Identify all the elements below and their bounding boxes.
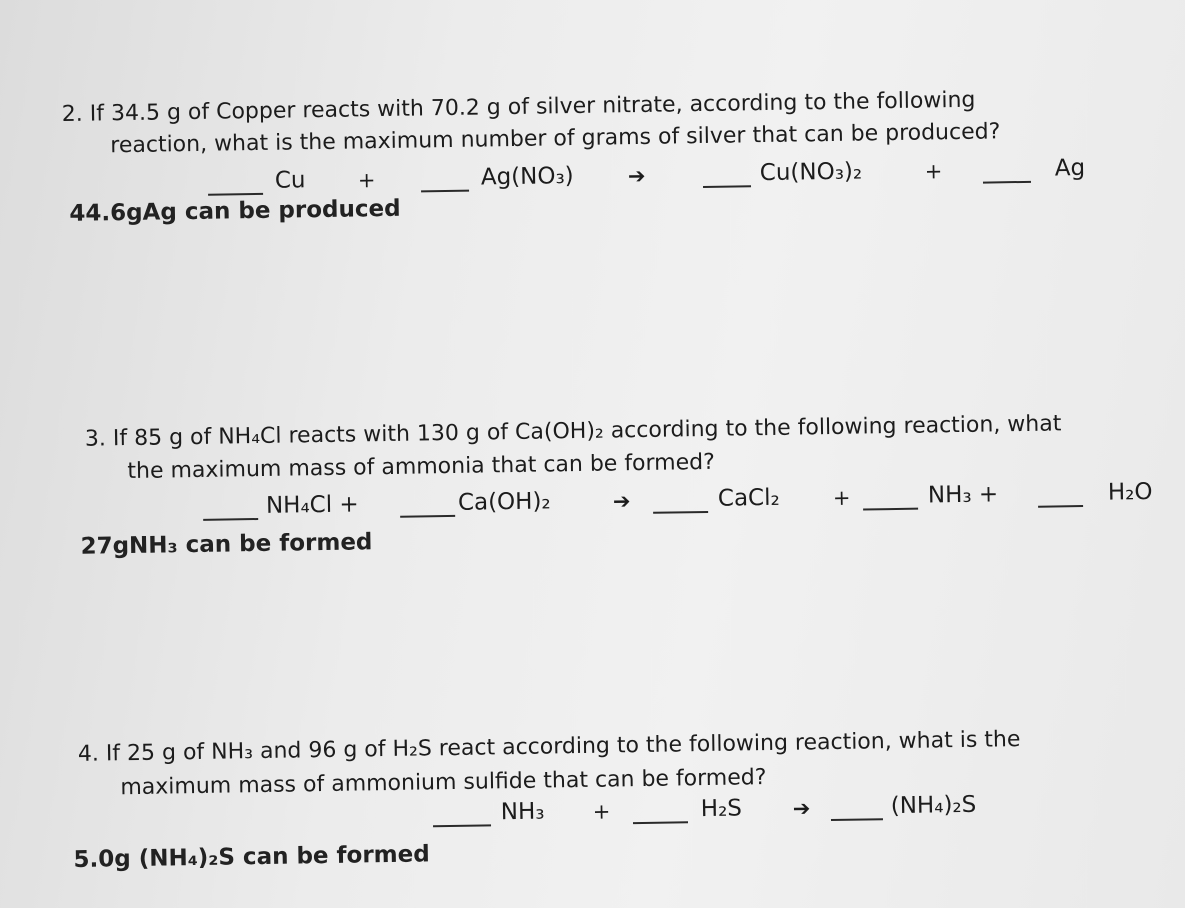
q4-product-nh42s: (NH₄)₂S [890, 791, 977, 820]
q2-arrow: ➔ [627, 163, 646, 189]
q4-blank-h2s[interactable] [633, 821, 688, 824]
q2-reactant-cu: Cu [274, 167, 306, 194]
q3-reactant-nh4cl: NH₄Cl + [265, 491, 359, 519]
q3-blank-h2o[interactable] [1038, 505, 1083, 508]
q4-prompt-line2: maximum mass of ammonium sulfide that can be formed? [120, 765, 767, 801]
q2-prompt-line1: 2. If 34.5 g of Copper reacts with 70.2 g of silver nitrate, according to the following [61, 87, 976, 128]
q4-blank-nh3[interactable] [433, 824, 491, 827]
q4-arrow: ➔ [792, 796, 811, 821]
q3-plus: + [832, 485, 851, 510]
q3-product-cacl2: CaCl₂ [717, 484, 780, 512]
q3-product-h2o: H₂O [1107, 478, 1153, 506]
q4-answer: 5.0g (NH₄)₂S can be formed [73, 841, 430, 873]
q3-product-nh3: NH₃ + [927, 481, 999, 509]
q4-reactant-nh3: NH₃ [500, 798, 545, 826]
q2-blank-ag[interactable] [983, 181, 1031, 184]
q2-reactant-agno3: Ag(NO₃) [480, 163, 574, 191]
q2-blank-cu[interactable] [208, 193, 263, 196]
q4-blank-nh42s[interactable] [831, 818, 883, 821]
q2-answer: 44.6gAg can be produced [69, 195, 401, 227]
q4-plus: + [592, 799, 611, 824]
q2-prompt-line2: reaction, what is the maximum number of grams of silver that can be produced? [110, 119, 1001, 159]
q3-blank-nh3[interactable] [863, 508, 918, 511]
q2-plus-2: + [924, 159, 943, 184]
q3-arrow: ➔ [612, 489, 631, 514]
q2-blank-agno3[interactable] [421, 190, 469, 193]
q3-reactant-caoh2: Ca(OH)₂ [457, 488, 551, 516]
q2-plus-1: + [357, 168, 376, 193]
q2-blank-cuno32[interactable] [703, 185, 751, 188]
q4-reactant-h2s: H₂S [700, 795, 743, 823]
q3-blank-cacl2[interactable] [653, 511, 708, 514]
q3-prompt-line2: the maximum mass of ammonia that can be formed? [127, 449, 715, 485]
q3-blank-nh4cl[interactable] [203, 518, 258, 521]
q3-blank-caoh2[interactable] [400, 515, 455, 518]
q3-answer: 27gNH₃ can be formed [80, 529, 373, 560]
q2-product-ag: Ag [1054, 154, 1086, 182]
q3-prompt-line1: 3. If 85 g of NH₄Cl reacts with 130 g of Ca(OH)₂ according to the following reaction, what [84, 411, 1062, 452]
q4-prompt-line1: 4. If 25 g of NH₃ and 96 g of H₂S react according to the following reaction, what is the [77, 727, 1021, 767]
q2-product-cuno32: Cu(NO₃)₂ [759, 158, 863, 187]
